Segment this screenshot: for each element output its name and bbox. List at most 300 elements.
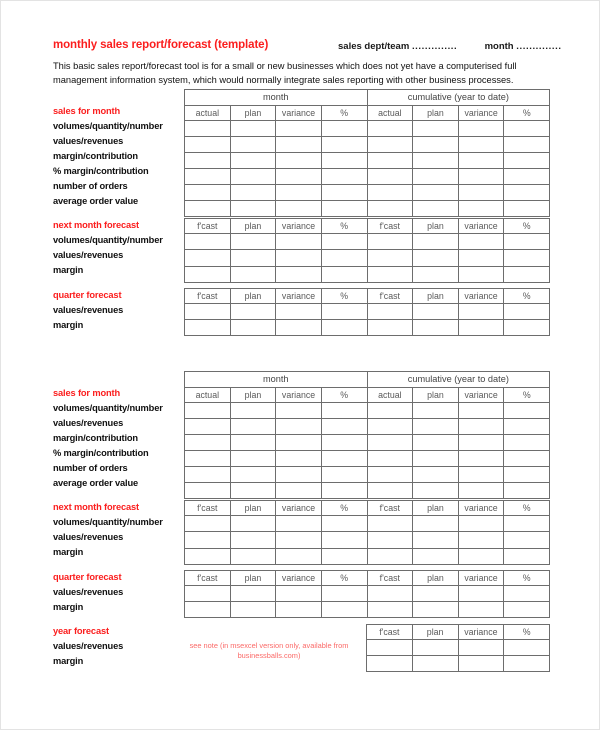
column-header-6: variance	[458, 501, 504, 516]
table-row	[185, 266, 550, 282]
row-label: average order value	[53, 196, 139, 207]
input-cell[interactable]	[321, 601, 367, 617]
input-cell[interactable]	[413, 266, 459, 282]
input-cell[interactable]	[230, 201, 276, 217]
input-cell[interactable]	[185, 532, 231, 548]
input-cell[interactable]	[504, 516, 550, 532]
input-cell[interactable]	[458, 516, 504, 532]
row-label: margin	[53, 656, 84, 667]
input-cell[interactable]	[321, 585, 367, 601]
table-sales-for-month-1	[184, 89, 550, 217]
section-heading-year-forecast: year forecast	[53, 625, 109, 636]
input-cell[interactable]	[504, 585, 550, 601]
row-label: values/revenues	[53, 586, 124, 597]
input-cell[interactable]	[367, 640, 413, 656]
input-cell[interactable]	[367, 234, 413, 250]
input-cell[interactable]	[413, 516, 459, 532]
input-cell[interactable]	[367, 532, 413, 548]
input-cell[interactable]	[504, 548, 550, 564]
input-cell[interactable]	[504, 185, 550, 201]
input-cell[interactable]	[367, 402, 413, 418]
column-header-1: plan	[412, 624, 458, 639]
row-labels-quarter-forecast-2	[53, 570, 183, 615]
input-cell[interactable]	[321, 402, 367, 418]
input-cell[interactable]	[230, 532, 276, 548]
input-cell[interactable]	[367, 450, 413, 466]
group-header-row	[185, 372, 550, 388]
row-label: values/revenues	[53, 640, 124, 651]
table-row	[185, 483, 550, 499]
input-cell[interactable]	[367, 467, 413, 483]
row-label: volumes/quantity/number	[53, 402, 163, 413]
column-header-row	[367, 624, 550, 639]
input-cell[interactable]	[276, 483, 322, 499]
input-cell[interactable]	[458, 640, 504, 656]
input-cell[interactable]	[458, 168, 504, 184]
input-cell[interactable]	[504, 168, 550, 184]
input-cell[interactable]	[413, 319, 459, 335]
input-cell[interactable]	[504, 250, 550, 266]
row-label: volumes/quantity/number	[53, 517, 163, 528]
column-header-5: plan	[413, 501, 459, 516]
row-label: margin	[53, 601, 84, 612]
input-cell[interactable]	[185, 585, 231, 601]
table-row	[185, 532, 550, 548]
input-cell[interactable]	[504, 434, 550, 450]
row-label: volumes/quantity/number	[53, 120, 163, 131]
column-header-2: variance	[276, 501, 322, 516]
input-cell[interactable]	[276, 402, 322, 418]
input-cell[interactable]	[504, 303, 550, 319]
input-cell[interactable]	[413, 483, 459, 499]
input-cell[interactable]	[185, 418, 231, 434]
input-cell[interactable]	[276, 450, 322, 466]
input-cell[interactable]	[276, 168, 322, 184]
column-header-5: plan	[413, 570, 459, 585]
column-header-6: variance	[458, 219, 504, 234]
input-cell[interactable]	[458, 402, 504, 418]
input-cell[interactable]	[413, 201, 459, 217]
row-label: volumes/quantity/number	[53, 235, 163, 246]
input-cell[interactable]	[413, 136, 459, 152]
column-header-3: %	[504, 624, 550, 639]
column-header-7: %	[504, 288, 550, 303]
table-row	[185, 434, 550, 450]
column-header-1: plan	[230, 501, 276, 516]
input-cell[interactable]	[276, 532, 322, 548]
table-row	[185, 168, 550, 184]
input-cell[interactable]	[276, 120, 322, 136]
input-cell[interactable]	[276, 585, 322, 601]
column-header-4: f'cast	[367, 570, 413, 585]
input-cell[interactable]	[185, 303, 231, 319]
row-labels-sales-for-month-2	[53, 386, 183, 492]
column-header-3: %	[321, 501, 367, 516]
input-cell[interactable]	[185, 168, 231, 184]
input-cell[interactable]	[504, 201, 550, 217]
column-header-2: variance	[276, 105, 322, 120]
input-cell[interactable]	[230, 483, 276, 499]
input-cell[interactable]	[504, 656, 550, 672]
input-cell[interactable]	[367, 185, 413, 201]
input-cell[interactable]	[367, 516, 413, 532]
input-cell[interactable]	[413, 532, 459, 548]
input-cell[interactable]	[413, 168, 459, 184]
input-cell[interactable]	[321, 201, 367, 217]
column-header-6: variance	[458, 105, 504, 120]
input-cell[interactable]	[321, 168, 367, 184]
input-cell[interactable]	[185, 266, 231, 282]
column-header-4: f'cast	[367, 288, 413, 303]
table-row	[185, 303, 550, 319]
input-cell[interactable]	[458, 418, 504, 434]
input-cell[interactable]	[321, 516, 367, 532]
input-cell[interactable]	[504, 483, 550, 499]
input-cell[interactable]	[230, 120, 276, 136]
input-cell[interactable]	[413, 234, 459, 250]
input-cell[interactable]	[185, 450, 231, 466]
input-cell[interactable]	[504, 266, 550, 282]
input-cell[interactable]	[504, 402, 550, 418]
input-cell[interactable]	[276, 319, 322, 335]
column-header-0: f'cast	[185, 219, 231, 234]
input-cell[interactable]	[230, 234, 276, 250]
input-cell[interactable]	[321, 303, 367, 319]
column-header-1: plan	[230, 219, 276, 234]
input-cell[interactable]	[276, 516, 322, 532]
input-cell[interactable]	[230, 303, 276, 319]
input-cell[interactable]	[276, 303, 322, 319]
input-cell[interactable]	[413, 120, 459, 136]
input-cell[interactable]	[230, 402, 276, 418]
input-cell[interactable]	[321, 434, 367, 450]
table-row	[185, 467, 550, 483]
column-header-1: plan	[230, 288, 276, 303]
column-header-7: %	[504, 105, 550, 120]
input-cell[interactable]	[185, 234, 231, 250]
column-header-row	[185, 288, 550, 303]
input-cell[interactable]	[276, 136, 322, 152]
column-header-0: actual	[185, 387, 231, 402]
input-cell[interactable]	[321, 532, 367, 548]
input-cell[interactable]	[185, 250, 231, 266]
input-cell[interactable]	[504, 450, 550, 466]
table-row	[185, 201, 550, 217]
column-header-1: plan	[230, 570, 276, 585]
table-row	[367, 656, 550, 672]
input-cell[interactable]	[185, 601, 231, 617]
input-cell[interactable]	[458, 548, 504, 564]
input-cell[interactable]	[321, 250, 367, 266]
column-header-1: plan	[230, 105, 276, 120]
excel-version-note: see note (in msexcel version only, available from businessballs.com)	[189, 641, 349, 660]
section-heading-next-month-forecast-1: next month forecast	[53, 220, 140, 231]
input-cell[interactable]	[367, 168, 413, 184]
input-cell[interactable]	[230, 185, 276, 201]
column-header-4: actual	[367, 105, 413, 120]
input-cell[interactable]	[367, 250, 413, 266]
group-header-cumulative: cumulative (year to date)	[367, 90, 550, 106]
input-cell[interactable]	[321, 120, 367, 136]
row-label: margin	[53, 547, 84, 558]
table-row	[185, 120, 550, 136]
input-cell[interactable]	[276, 418, 322, 434]
input-cell[interactable]	[458, 467, 504, 483]
input-cell[interactable]	[458, 434, 504, 450]
column-header-3: %	[321, 570, 367, 585]
input-cell[interactable]	[321, 418, 367, 434]
column-header-row	[185, 219, 550, 234]
input-cell[interactable]	[230, 250, 276, 266]
input-cell[interactable]	[230, 152, 276, 168]
input-cell[interactable]	[458, 152, 504, 168]
input-cell[interactable]	[230, 548, 276, 564]
input-cell[interactable]	[276, 601, 322, 617]
input-cell[interactable]	[458, 303, 504, 319]
row-label: values/revenues	[53, 304, 124, 315]
column-header-row	[185, 105, 550, 120]
input-cell[interactable]	[367, 418, 413, 434]
column-header-6: variance	[458, 570, 504, 585]
table-row	[185, 601, 550, 617]
input-cell[interactable]	[458, 532, 504, 548]
input-cell[interactable]	[504, 319, 550, 335]
column-header-row	[185, 387, 550, 402]
input-cell[interactable]	[321, 234, 367, 250]
input-cell[interactable]	[321, 319, 367, 335]
intro-paragraph: This basic sales report/forecast tool is for a small or new businesses which does not yet have a computerised full management information system, which would normally integrate sales reporting with other business processes.	[53, 61, 517, 85]
input-cell[interactable]	[230, 585, 276, 601]
table-row	[185, 319, 550, 335]
row-label: margin	[53, 319, 84, 330]
input-cell[interactable]	[321, 185, 367, 201]
group-header-month: month	[185, 90, 368, 106]
input-cell[interactable]	[230, 434, 276, 450]
input-cell[interactable]	[504, 532, 550, 548]
input-cell[interactable]	[230, 418, 276, 434]
section-heading-sales-for-month-2: sales for month	[53, 387, 120, 398]
input-cell[interactable]	[185, 201, 231, 217]
sales-dept-input-dots[interactable]: ..............	[411, 41, 458, 52]
input-cell[interactable]	[185, 120, 231, 136]
input-cell[interactable]	[413, 601, 459, 617]
table-next-month-forecast-1	[184, 218, 550, 282]
input-cell[interactable]	[230, 601, 276, 617]
group-header-cumulative: cumulative (year to date)	[367, 372, 550, 388]
input-cell[interactable]	[367, 201, 413, 217]
input-cell[interactable]	[504, 234, 550, 250]
input-cell[interactable]	[504, 152, 550, 168]
column-header-7: %	[504, 219, 550, 234]
input-cell[interactable]	[367, 152, 413, 168]
column-header-0: actual	[185, 105, 231, 120]
input-cell[interactable]	[458, 136, 504, 152]
input-cell[interactable]	[185, 434, 231, 450]
input-cell[interactable]	[413, 434, 459, 450]
input-cell[interactable]	[367, 656, 413, 672]
input-cell[interactable]	[458, 450, 504, 466]
column-header-row	[185, 501, 550, 516]
column-header-4: f'cast	[367, 501, 413, 516]
table-row	[367, 640, 550, 656]
row-labels-sales-for-month-1	[53, 104, 183, 210]
input-cell[interactable]	[185, 467, 231, 483]
column-header-0: f'cast	[185, 288, 231, 303]
input-cell[interactable]	[458, 601, 504, 617]
month-input-dots[interactable]: ..............	[516, 41, 562, 52]
input-cell[interactable]	[321, 548, 367, 564]
table-quarter-forecast-1	[184, 288, 550, 336]
column-header-4: actual	[367, 387, 413, 402]
section-heading-quarter-forecast-2: quarter forecast	[53, 571, 122, 582]
input-cell[interactable]	[412, 640, 458, 656]
input-cell[interactable]	[367, 601, 413, 617]
row-label: margin/contribution	[53, 432, 138, 443]
input-cell[interactable]	[185, 548, 231, 564]
input-cell[interactable]	[413, 185, 459, 201]
group-header-row	[185, 90, 550, 106]
column-header-2: variance	[276, 288, 322, 303]
input-cell[interactable]	[367, 136, 413, 152]
table-next-month-forecast-2	[184, 500, 550, 564]
column-header-0: f'cast	[367, 624, 413, 639]
input-cell[interactable]	[413, 402, 459, 418]
input-cell[interactable]	[504, 136, 550, 152]
row-label: margin	[53, 265, 84, 276]
input-cell[interactable]	[458, 234, 504, 250]
input-cell[interactable]	[413, 303, 459, 319]
input-cell[interactable]	[185, 319, 231, 335]
column-header-1: plan	[230, 387, 276, 402]
input-cell[interactable]	[321, 450, 367, 466]
column-header-5: plan	[413, 105, 459, 120]
input-cell[interactable]	[367, 434, 413, 450]
input-cell[interactable]	[413, 467, 459, 483]
input-cell[interactable]	[412, 656, 458, 672]
input-cell[interactable]	[413, 450, 459, 466]
input-cell[interactable]	[458, 483, 504, 499]
input-cell[interactable]	[413, 152, 459, 168]
input-cell[interactable]	[367, 266, 413, 282]
table-row	[185, 185, 550, 201]
input-cell[interactable]	[276, 548, 322, 564]
input-cell[interactable]	[367, 585, 413, 601]
input-cell[interactable]	[321, 467, 367, 483]
row-label: values/revenues	[53, 417, 124, 428]
table-row	[185, 402, 550, 418]
table-row	[185, 585, 550, 601]
table-year-forecast	[366, 624, 550, 672]
input-cell[interactable]	[458, 319, 504, 335]
input-cell[interactable]	[185, 152, 231, 168]
column-header-7: %	[504, 387, 550, 402]
input-cell[interactable]	[230, 516, 276, 532]
column-header-6: variance	[458, 288, 504, 303]
column-header-2: variance	[458, 624, 504, 639]
input-cell[interactable]	[367, 120, 413, 136]
column-header-2: variance	[276, 387, 322, 402]
input-cell[interactable]	[230, 266, 276, 282]
input-cell[interactable]	[185, 516, 231, 532]
input-cell[interactable]	[458, 120, 504, 136]
row-label: % margin/contribution	[53, 447, 149, 458]
input-cell[interactable]	[458, 250, 504, 266]
input-cell[interactable]	[504, 120, 550, 136]
row-labels-quarter-forecast-1	[53, 288, 183, 333]
input-cell[interactable]	[230, 467, 276, 483]
column-header-5: plan	[413, 387, 459, 402]
input-cell[interactable]	[321, 136, 367, 152]
input-cell[interactable]	[413, 548, 459, 564]
input-cell[interactable]	[276, 234, 322, 250]
column-header-3: %	[321, 288, 367, 303]
input-cell[interactable]	[458, 266, 504, 282]
input-cell[interactable]	[185, 402, 231, 418]
input-cell[interactable]	[504, 467, 550, 483]
input-cell[interactable]	[458, 656, 504, 672]
row-label: average order value	[53, 478, 139, 489]
input-cell[interactable]	[276, 250, 322, 266]
input-cell[interactable]	[413, 250, 459, 266]
input-cell[interactable]	[504, 601, 550, 617]
table-quarter-forecast-2	[184, 570, 550, 618]
column-header-6: variance	[458, 387, 504, 402]
input-cell[interactable]	[185, 136, 231, 152]
input-cell[interactable]	[367, 303, 413, 319]
input-cell[interactable]	[458, 585, 504, 601]
input-cell[interactable]	[367, 319, 413, 335]
input-cell[interactable]	[458, 201, 504, 217]
input-cell[interactable]	[321, 483, 367, 499]
input-cell[interactable]	[276, 152, 322, 168]
table-row	[185, 450, 550, 466]
group-header-month: month	[185, 372, 368, 388]
table-row	[185, 234, 550, 250]
input-cell[interactable]	[230, 168, 276, 184]
section-heading-sales-for-month-1: sales for month	[53, 105, 120, 116]
column-header-0: f'cast	[185, 501, 231, 516]
row-label: values/revenues	[53, 135, 124, 146]
input-cell[interactable]	[276, 201, 322, 217]
column-header-3: %	[321, 105, 367, 120]
input-cell[interactable]	[230, 319, 276, 335]
row-label: number of orders	[53, 180, 128, 191]
input-cell[interactable]	[504, 418, 550, 434]
input-cell[interactable]	[413, 418, 459, 434]
input-cell[interactable]	[276, 467, 322, 483]
input-cell[interactable]	[504, 640, 550, 656]
input-cell[interactable]	[321, 266, 367, 282]
input-cell[interactable]	[321, 152, 367, 168]
input-cell[interactable]	[185, 185, 231, 201]
month-label: month	[484, 41, 514, 52]
input-cell[interactable]	[230, 136, 276, 152]
input-cell[interactable]	[276, 434, 322, 450]
input-cell[interactable]	[230, 450, 276, 466]
input-cell[interactable]	[367, 483, 413, 499]
input-cell[interactable]	[185, 483, 231, 499]
column-header-5: plan	[413, 288, 459, 303]
input-cell[interactable]	[413, 585, 459, 601]
row-label: values/revenues	[53, 250, 124, 261]
input-cell[interactable]	[276, 185, 322, 201]
row-label: number of orders	[53, 462, 128, 473]
column-header-5: plan	[413, 219, 459, 234]
input-cell[interactable]	[458, 185, 504, 201]
column-header-7: %	[504, 570, 550, 585]
input-cell[interactable]	[367, 548, 413, 564]
input-cell[interactable]	[276, 266, 322, 282]
